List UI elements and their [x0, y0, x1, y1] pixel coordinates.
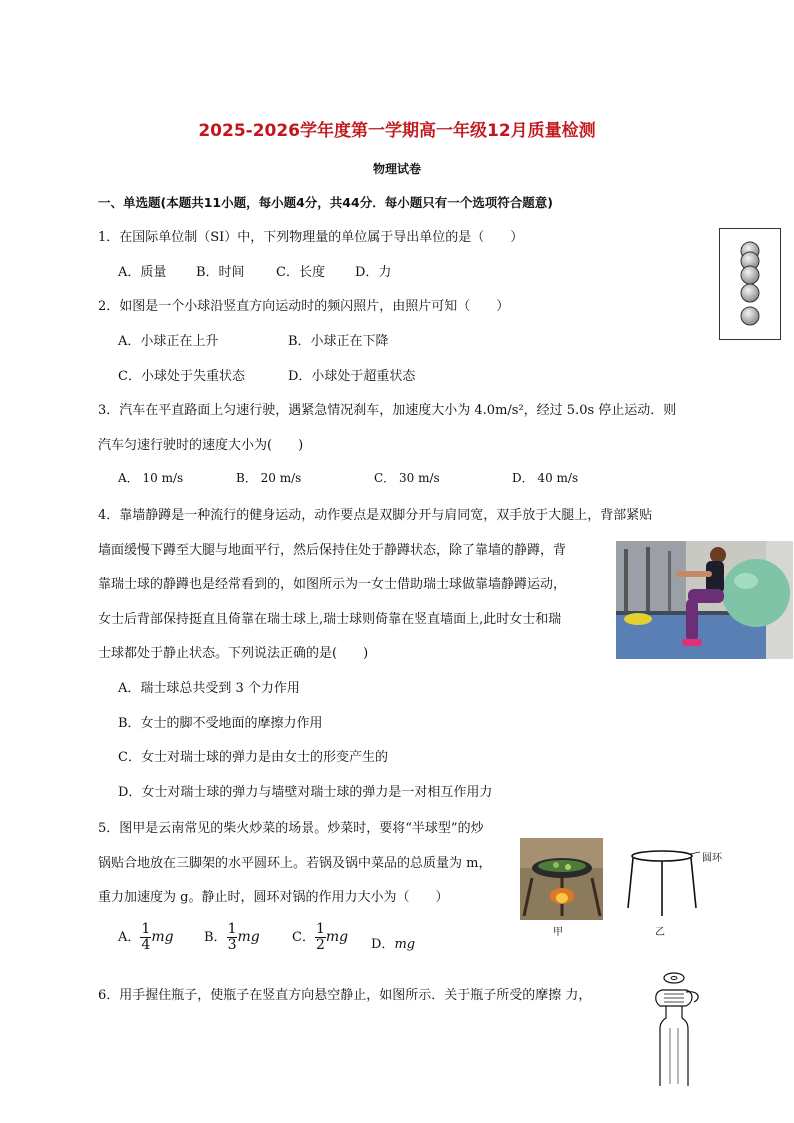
q1-option-a: A．质量: [118, 265, 167, 280]
q5-option-c: C． $\frac{1}{2}$ mg: [292, 921, 349, 953]
q3-stem-line2: 汽车匀速行驶时的速度大小为( ): [98, 438, 304, 453]
figure-label-jia: 甲: [553, 927, 563, 938]
q4-option-b: B．女士的脚不受地面的摩擦力作用: [118, 716, 323, 731]
wok-fire-photo: [520, 838, 603, 920]
gym-scene: [616, 541, 793, 659]
ball-4: [741, 284, 759, 302]
ball-3: [741, 266, 759, 284]
q4-option-a: A．瑞士球总共受到 3 个力作用: [118, 681, 300, 696]
q6-stem: 6．用手握住瓶子，使瓶子在竖直方向悬空静止，如图所示．关于瓶子所受的摩擦 力，: [98, 988, 592, 1003]
q5-line-3: 重力加速度为 g。静止时，圆环对锅的作用力大小为（ ）: [98, 890, 449, 905]
q3-option-c: C． 30 m/s: [374, 471, 440, 485]
q4-line-1: 4．靠墙静蹲是一种流行的健身运动，动作要点是双脚分开与肩同宽，双手放于大腿上，背部紧贴: [98, 508, 653, 523]
q4-option-c: C．女士对瑞士球的弹力是由女士的形变产生的: [118, 750, 388, 765]
q3-option-b: B． 20 m/s: [236, 471, 302, 485]
q3-option-d: D． 40 m/s: [512, 471, 579, 485]
q2-option-a: A．小球正在上升: [118, 334, 219, 349]
q4-line-4: 女士后背部保持挺直且倚靠在瑞士球上,瑞士球则倚靠在竖直墙面上,此时女士和瑞: [98, 612, 562, 627]
hand-bottle-diagram: [640, 968, 710, 1088]
q1-option-b: B．时间: [196, 265, 245, 280]
q2-option-b: B．小球正在下降: [288, 334, 389, 349]
ball-5: [741, 307, 759, 325]
strobe-balls: [720, 229, 780, 339]
q1-option-d: D．力: [355, 265, 392, 280]
q1-option-c: C．长度: [276, 265, 325, 280]
section-heading: 一、单选题(本题共11小题，每小题4分，共44分．每小题只有一个选项符合题意): [98, 195, 553, 210]
q5-option-b: B． $\frac{1}{3}$ mg: [204, 921, 260, 953]
q2-stem: 2．如图是一个小球沿竖直方向运动时的频闪照片，由照片可知（ ）: [98, 299, 510, 314]
q4-line-5: 士球都处于静止状态。下列说法正确的是( ): [98, 646, 369, 661]
q5-line-2: 锅贴合地放在三脚架的水平圆环上。若锅及锅中菜品的总质量为 m，: [98, 856, 492, 871]
q4-option-d: D．女士对瑞士球的弹力与墙壁对瑞士球的弹力是一对相互作用力: [118, 785, 493, 800]
q5-line-1: 5．图甲是云南常见的柴火炒菜的场景。炒菜时，要将“半球型”的炒: [98, 821, 484, 836]
q4-line-3: 靠瑞士球的静蹲也是经常看到的，如图所示为一女士借助瑞士球做靠墙静蹲运动，: [98, 577, 567, 592]
swiss-ball-squat-photo: [616, 541, 793, 659]
page-title: 2025-2026学年度第一学期高一年级12月质量检测: [198, 121, 596, 141]
ring-label: 圆环: [702, 853, 722, 864]
q3-option-a: A． 10 m/s: [118, 471, 184, 485]
q3-stem-line1: 3．汽车在平直路面上匀速行驶，遇紧急情况刹车，加速度大小为 4.0m/s²，经过 5.0s 停止运动．则: [98, 403, 677, 418]
page-subtitle: 物理试卷: [372, 162, 421, 176]
q1-stem: 1．在国际单位制（SI）中，下列物理量的单位属于导出单位的是（ ）: [98, 230, 524, 245]
q5-option-d: D．mg: [371, 937, 416, 952]
wok-scene: [520, 838, 603, 920]
strobe-photo-figure: [719, 228, 781, 340]
figure-label-yi: 乙: [655, 927, 665, 938]
q2-option-c: C．小球处于失重状态: [118, 369, 245, 384]
q5-option-a: A． $\frac{1}{4}$ mg: [118, 921, 174, 953]
q4-line-2: 墙面缓慢下蹲至大腿与地面平行，然后保持住处于静蹲状态，除了靠墙的静蹲，背: [98, 543, 567, 558]
q2-option-d: D．小球处于超重状态: [288, 369, 416, 384]
